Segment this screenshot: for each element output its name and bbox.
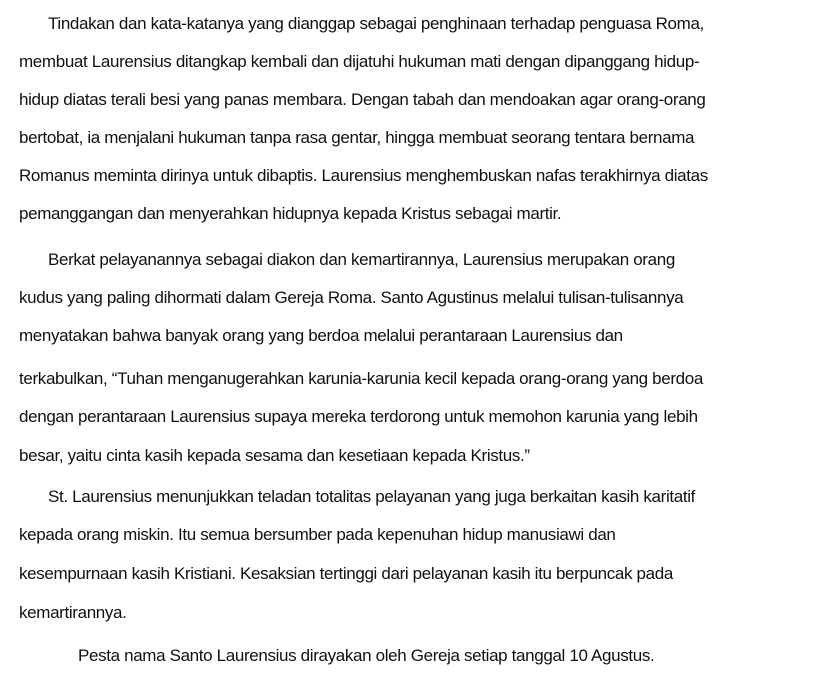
text-line: Berkat pelayanannya sebagai diakon dan kemartirannya, Laurensius merupakan orang: [48, 250, 675, 269]
text-line: Romanus meminta dirinya untuk dibaptis. Laurensius menghembuskan nafas terakhirnya diatas: [19, 166, 708, 185]
text-line: kemartirannya.: [19, 603, 127, 622]
text-line: Tindakan dan kata-katanya yang dianggap sebagai penghinaan terhadap penguasa Roma,: [48, 14, 704, 33]
text-line: dengan perantaraan Laurensius supaya mereka terdorong untuk memohon karunia yang lebih: [19, 407, 698, 426]
text-line: kesempurnaan kasih Kristiani. Kesaksian tertinggi dari pelayanan kasih itu berpuncak pada: [19, 564, 673, 583]
text-line: membuat Laurensius ditangkap kembali dan dijatuhi hukuman mati dengan dipanggang hidup-: [19, 52, 700, 71]
text-line: pemanggangan dan menyerahkan hidupnya kepada Kristus sebagai martir.: [19, 204, 562, 223]
text-line: bertobat, ia menjalani hukuman tanpa rasa gentar, hingga membuat seorang tentara bernama: [19, 128, 695, 147]
text-line: besar, yaitu cinta kasih kepada sesama dan kesetiaan kepada Kristus.”: [19, 446, 530, 465]
text-line: menyatakan bahwa banyak orang yang berdoa melalui perantaraan Laurensius dan: [19, 326, 623, 345]
text-line: terkabulkan, “Tuhan menganugerahkan karunia-karunia kecil kepada orang-orang yang berdoa: [19, 369, 703, 388]
text-line: kudus yang paling dihormati dalam Gereja Roma. Santo Agustinus melalui tulisan-tulisannya: [19, 288, 684, 307]
text-line: hidup diatas terali besi yang panas membara. Dengan tabah dan mendoakan agar orang-orang: [19, 90, 706, 109]
text-line: kepada orang miskin. Itu semua bersumber pada kepenuhan hidup manusiawi dan: [19, 525, 616, 544]
text-line: Pesta nama Santo Laurensius dirayakan oleh Gereja setiap tanggal 10 Agustus.: [78, 646, 655, 665]
text-line: St. Laurensius menunjukkan teladan totalitas pelayanan yang juga berkaitan kasih karitatif: [48, 487, 696, 506]
